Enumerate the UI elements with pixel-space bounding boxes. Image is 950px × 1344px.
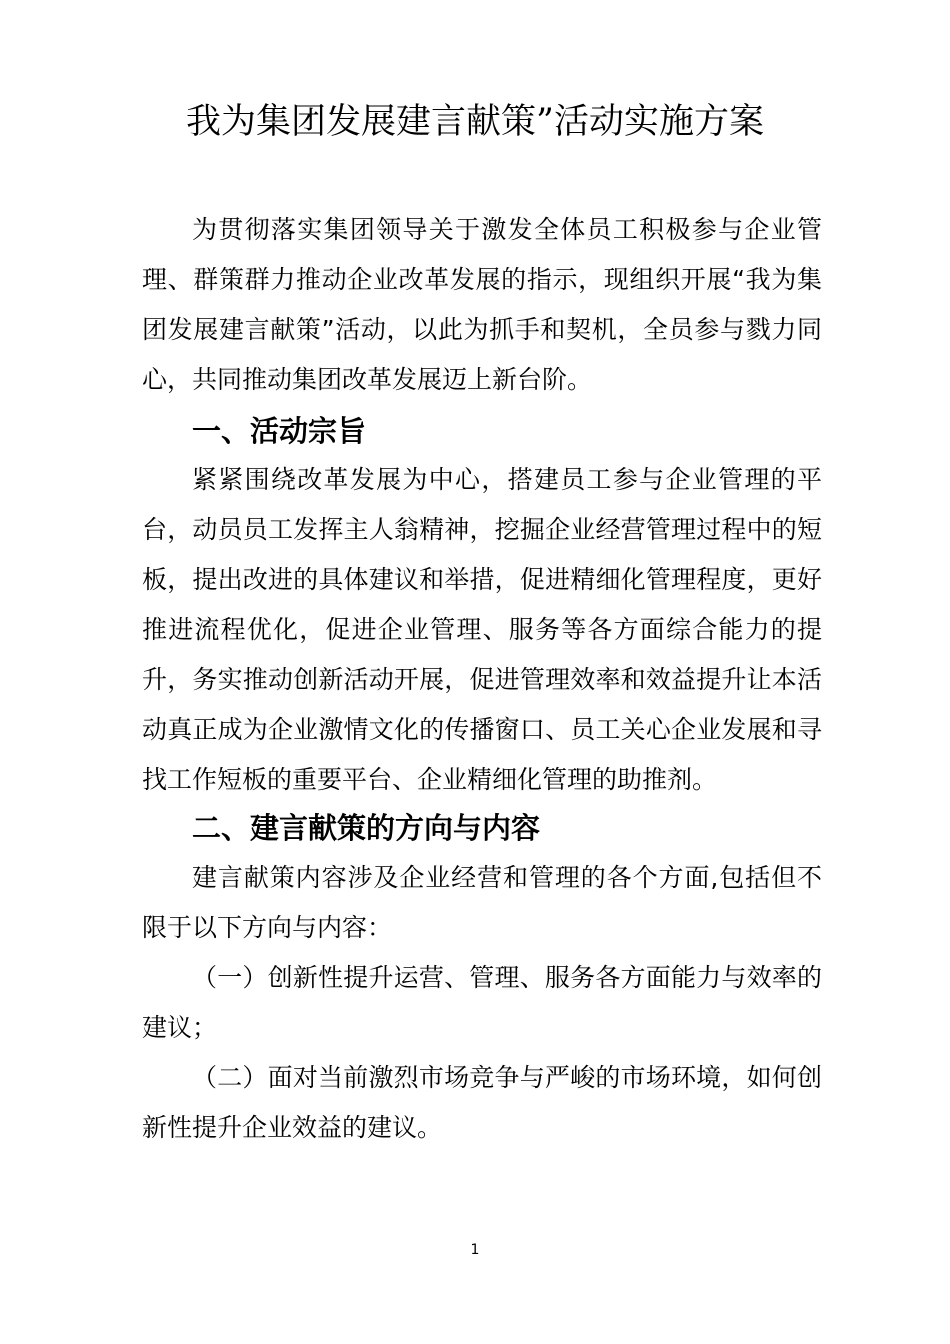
page-number: 1 xyxy=(470,1242,480,1258)
section-1-body: 紧紧围绕改革发展为中心，搭建员工参与企业管理的平台，动员员工发挥主人翁精神，挖掘企业经营管理过程中的短板，提出改进的具体建议和举措，促进精细化管理程度，更好推进流程优化，促进企业管理、服务等各方面综合能力的提升，务实推动创新活动开展，促进管理效率和效益提升让本活动真正成为企业激情文化的传播窗口、员工关心企业发展和寻找工作短板的重要平台、企业精细化管理的助推剂。 xyxy=(142,465,822,794)
intro-paragraph: 为贯彻落实集团领导关于激发全体员工积极参与企业管理、群策群力推动企业改革发展的指示，现组织开展“我为集团发展建言献策”活动，以此为抓手和契机，全员参与戮力同心，共同推动集团改革发展迈上新台阶。 xyxy=(142,215,822,394)
document-title: 我为集团发展建言献策”活动实施方案 xyxy=(186,102,764,142)
section-2-body: 建言献策内容涉及企业经营和管理的各个方面,包括但不限于以下方向与内容： xyxy=(142,863,822,942)
section-2-item-2: （二）面对当前激烈市场竞争与严峻的市场环境，如何创新性提升企业效益的建议。 xyxy=(142,1063,822,1142)
section-1-heading: 一、活动宗旨 xyxy=(192,414,367,448)
section-2-item-1: （一）创新性提升运营、管理、服务各方面能力与效率的建议； xyxy=(142,963,822,1042)
section-2-heading: 二、建言献策的方向与内容 xyxy=(192,811,541,845)
